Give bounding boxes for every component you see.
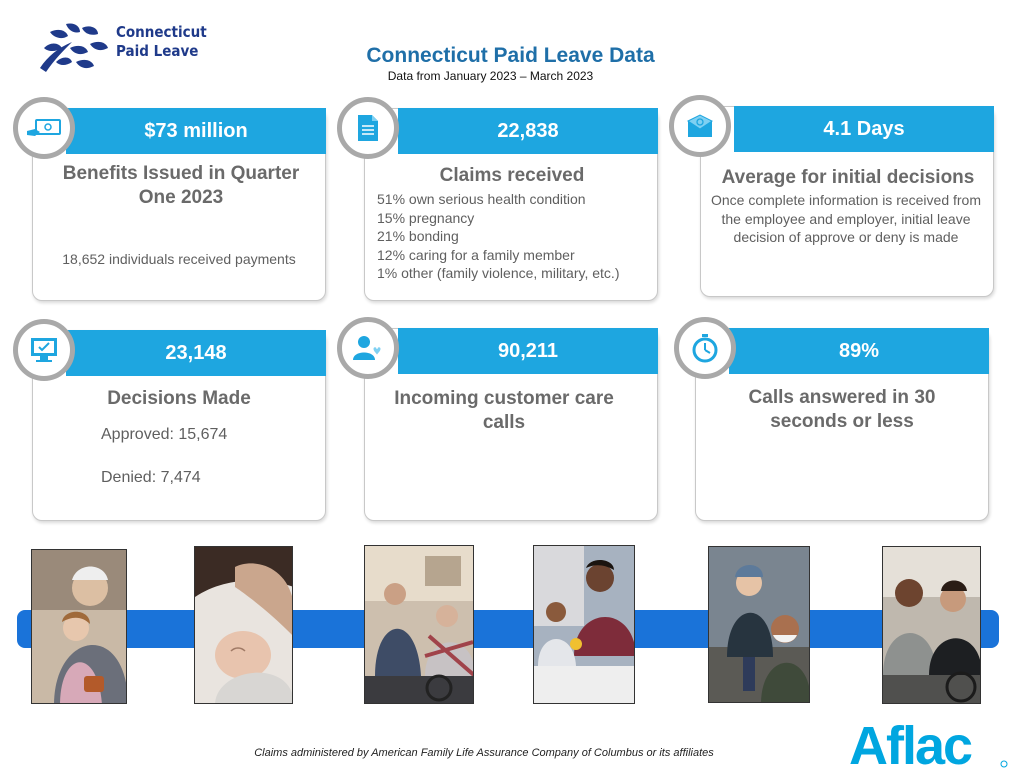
- aflac-logo: [849, 714, 1009, 770]
- claims-line-own-health: 51% own serious health condition: [377, 191, 586, 207]
- decision-time-body: Once complete information is received from the employee and employer, initial leave decision of approve or deny is made: [711, 192, 981, 245]
- claims-value-banner: [398, 108, 658, 154]
- customer-calls-heading: Incoming customer care calls: [394, 388, 614, 433]
- decisions-icon-circle: [13, 319, 75, 381]
- envelope-icon: [687, 114, 713, 138]
- benefits-icon-circle: [13, 97, 75, 159]
- customer-calls-icon-circle: [337, 317, 399, 379]
- calls-answered-icon-circle: [674, 317, 736, 379]
- calls-answered-value: 89%: [838, 339, 880, 362]
- claims-line-caring: 12% caring for a family member: [377, 246, 575, 263]
- photo-grandfather-toddler: [708, 546, 810, 703]
- decisions-heading: Decisions Made: [107, 388, 251, 409]
- photo-friends-wheelchair: [882, 546, 981, 704]
- photo-hospital-family: [533, 545, 635, 704]
- decisions-value-banner: [66, 330, 326, 376]
- customer-calls-value-banner: [398, 328, 658, 374]
- decisions-denied: Denied: 7,474: [101, 469, 201, 486]
- decisions-approved: Approved: 15,674: [101, 426, 228, 443]
- photo-strip-banner: [17, 610, 999, 648]
- decision-time-value: 4.1 Days: [823, 117, 905, 140]
- footer-disclaimer: Claims administered by American Family Life Assurance Company of Columbus or its affiliates: [254, 747, 714, 759]
- claims-line-bonding: 21% bonding: [377, 228, 459, 244]
- benefits-body: 18,652 individuals received payments: [62, 251, 296, 267]
- page-title: Connecticut Paid Leave Data: [366, 44, 655, 67]
- stopwatch-icon: [691, 333, 719, 363]
- decision-time-heading: Average for initial decisions: [721, 167, 975, 188]
- logo-line-2: Paid Leave: [116, 42, 199, 60]
- claims-breakdown-list: [377, 190, 655, 283]
- computer-icon: [29, 337, 59, 363]
- claims-line-pregnancy: 15% pregnancy: [377, 209, 475, 226]
- claims-line-other: 1% other (family violence, military, etc.): [377, 265, 620, 281]
- benefits-heading: Benefits Issued in Quarter One 2023: [62, 163, 300, 208]
- decision-time-icon-circle: [669, 95, 731, 157]
- customer-icon: [353, 335, 383, 361]
- page-subtitle: Data from January 2023 – March 2023: [387, 69, 594, 83]
- calls-answered-heading: Calls answered in 30 seconds or less: [748, 387, 936, 432]
- customer-calls-value: 90,211: [497, 339, 559, 362]
- decision-time-value-banner: [734, 106, 994, 152]
- calls-answered-value-banner: [729, 328, 989, 374]
- aflac-wordmark: Aflac: [849, 716, 972, 770]
- document-icon: [356, 114, 380, 142]
- logo-line-1: Connecticut: [116, 23, 207, 41]
- claims-value: 22,838: [497, 119, 559, 142]
- claims-heading: Claims received: [439, 165, 585, 186]
- money-icon: [26, 117, 62, 139]
- benefits-value-banner: [66, 108, 326, 154]
- photo-grandparent-child: [31, 549, 127, 704]
- aflac-duck-logo-icon: [849, 714, 1009, 770]
- claims-icon-circle: [337, 97, 399, 159]
- benefits-value: $73 million: [144, 119, 248, 142]
- decisions-value: 23,148: [165, 341, 227, 364]
- photo-parent-newborn: [194, 546, 293, 704]
- photo-caregiver-wheelchair: [364, 545, 474, 704]
